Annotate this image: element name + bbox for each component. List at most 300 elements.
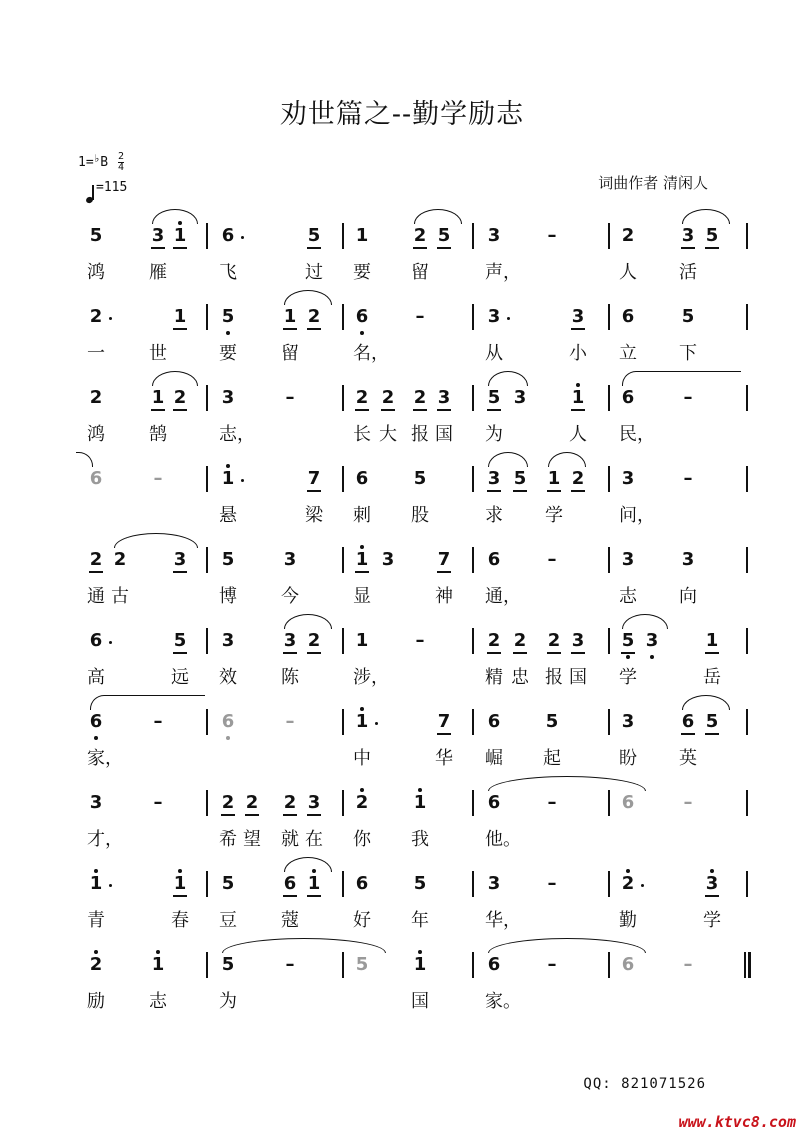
note [484,388,504,408]
lyric: 华， [485,910,521,931]
note-digit: 5 [513,468,527,489]
lyric: 志 [619,586,637,607]
lyric: 豆 [219,910,237,931]
note [352,388,372,408]
note-digit: 1 [89,873,103,894]
lyric: 勤 [619,910,637,931]
lyric: 远 [171,667,189,688]
note-digit: 3 [487,306,501,327]
note [618,469,638,489]
bar-line [608,223,610,249]
note-digit: 5 [705,225,719,246]
note [678,226,698,246]
lyric: 国 [435,424,453,445]
lyric: 古 [111,586,129,607]
note [542,955,562,975]
slur [682,695,730,710]
note-digit: – [683,954,693,975]
tempo-value: =115 [96,180,128,195]
augmentation-dot [507,317,510,320]
note [218,307,238,327]
watermark: www.ktvc8.com [678,1113,796,1131]
octave-low-dot [360,331,364,335]
note-digit: 2 [89,306,103,327]
note [218,550,238,570]
lyric: 大 [379,424,397,445]
note-digit: 5 [487,387,501,408]
lyric: 华 [435,748,453,769]
lyric: 雁 [149,262,167,283]
note-digit: – [547,792,557,813]
note [410,874,430,894]
note-digit: 1 [173,873,187,894]
note [542,550,562,570]
slur [682,209,730,224]
bar-line [746,466,748,492]
bar-line [472,709,474,735]
bar-line [342,385,344,411]
note-digit: 6 [487,549,501,570]
author-credit: 词曲作者 清闲人 [598,174,708,192]
tie [90,695,205,710]
note-digit: 2 [381,387,395,408]
note-digit: 3 [173,549,187,570]
octave-low-dot [94,736,98,740]
bar-line [608,871,610,897]
note [86,793,106,813]
note [218,793,238,813]
note [702,631,722,651]
note [484,307,504,327]
lyric: 才， [87,829,123,850]
note-digit: 6 [621,387,635,408]
note-digit: 2 [89,387,103,408]
note-digit: – [153,792,163,813]
lyric: 岳 [703,667,721,688]
note [410,955,430,975]
octave-high-dot [178,869,182,873]
bar-line [608,709,610,735]
note [86,307,106,327]
note [484,874,504,894]
note [484,226,504,246]
lyric: 刺 [353,505,371,526]
note-digit: 6 [621,792,635,813]
lyric: 今 [281,586,299,607]
bar-line [472,547,474,573]
lyric: 问， [619,505,655,526]
note-digit: 3 [487,468,501,489]
bar-line [342,628,344,654]
slur [414,209,462,224]
note [148,226,168,246]
note [170,388,190,408]
lyric: 声， [485,262,521,283]
bar-line [746,871,748,897]
lyric: 神 [435,586,453,607]
note-digit: 5 [221,954,235,975]
note-digit: 3 [513,387,527,408]
note-digit: 2 [113,549,127,570]
bar-line [206,709,208,735]
note-digit: – [153,711,163,732]
bar-line [746,304,748,330]
note [544,631,564,651]
note [170,631,190,651]
note-digit: 2 [487,630,501,651]
bar-line [608,790,610,816]
lyric: 陈 [281,667,299,688]
slur [114,533,198,548]
bar-line [472,385,474,411]
bar-line [206,952,208,978]
lyric: 鹄 [149,424,167,445]
octave-high-dot [710,869,714,873]
note-digit: 5 [413,873,427,894]
note-digit: 2 [89,954,103,975]
key-prefix: 1= [78,155,94,170]
bar-line [472,952,474,978]
lyric: 博 [219,586,237,607]
lyric: 民， [619,424,655,445]
lyric: 就 [281,829,299,850]
lyric: 崛 [485,748,503,769]
lyric: 春 [171,910,189,931]
slur [488,776,646,791]
bar-line [342,709,344,735]
note-digit: 1 [413,792,427,813]
note-digit: 2 [413,225,427,246]
lyric: 报 [545,667,563,688]
bar-line [342,223,344,249]
bar-line [342,466,344,492]
meter-numerator: 2 [117,151,124,162]
lyric: 过 [305,262,323,283]
slur [284,614,332,629]
note [280,550,300,570]
note-digit: 6 [355,873,369,894]
augmentation-dot [375,722,378,725]
lyric: 蔻 [281,910,299,931]
note [378,388,398,408]
note-digit: 6 [681,711,695,732]
note-digit: 7 [437,711,451,732]
octave-high-dot [418,950,422,954]
note [280,874,300,894]
note [618,550,638,570]
note-digit: 3 [381,549,395,570]
octave-high-dot [94,950,98,954]
note-digit: – [683,387,693,408]
note-digit: 1 [355,549,369,570]
bar-line [342,547,344,573]
lyric: 精 [485,667,503,688]
note-digit: 6 [221,711,235,732]
note [148,469,168,489]
note [484,631,504,651]
note [484,469,504,489]
lyric: 好 [353,910,371,931]
note [618,793,638,813]
octave-high-dot [626,869,630,873]
note-digit: 7 [307,468,321,489]
bar-line [746,628,748,654]
note [352,631,372,651]
lyric: 涉， [353,667,389,688]
slur [548,452,586,467]
lyric: 梁 [305,505,323,526]
lyric: 股 [411,505,429,526]
bar-line [608,385,610,411]
note [304,874,324,894]
note [86,631,106,651]
lyric: 要 [219,343,237,364]
note [484,712,504,732]
note-digit: 3 [621,468,635,489]
note [510,631,530,651]
bar-line [342,790,344,816]
note [434,712,454,732]
note-digit: 2 [571,468,585,489]
note-digit: – [547,873,557,894]
note-digit: 2 [413,387,427,408]
note [642,631,662,651]
note-digit: 5 [413,468,427,489]
note-digit: 5 [681,306,695,327]
note-digit: – [415,630,425,651]
note [304,226,324,246]
note [280,955,300,975]
lyric: 英 [679,748,697,769]
note-digit: 1 [355,225,369,246]
note [304,469,324,489]
note [702,226,722,246]
note [378,550,398,570]
octave-high-dot [418,788,422,792]
slur [488,371,528,386]
bar-line [608,466,610,492]
lyric: 小 [569,343,587,364]
lyric: 要 [353,262,371,283]
note-digit: 3 [307,792,321,813]
note [434,226,454,246]
note-digit: 1 [151,954,165,975]
note-digit: 3 [283,549,297,570]
note [568,388,588,408]
note [410,469,430,489]
lyric: 求 [485,505,503,526]
lyric: 人 [569,424,587,445]
note [280,388,300,408]
note-digit: 2 [173,387,187,408]
flat-icon: ♭ [93,152,101,165]
note [86,874,106,894]
note-digit: 1 [355,630,369,651]
note [678,388,698,408]
note-digit: 2 [621,873,635,894]
lyric: 鸿 [87,424,105,445]
note-digit: 3 [151,225,165,246]
note-digit: 3 [571,630,585,651]
note [170,874,190,894]
lyric: 从 [485,343,503,364]
octave-high-dot [156,950,160,954]
note-digit: – [547,225,557,246]
note-digit: 3 [645,630,659,651]
augmentation-dot [109,317,112,320]
note-digit: 6 [283,873,297,894]
bar-line [472,628,474,654]
note [410,226,430,246]
slur [488,452,528,467]
slur [152,209,198,224]
note [170,226,190,246]
note-digit: 5 [173,630,187,651]
note [702,874,722,894]
note-digit: 6 [355,468,369,489]
augmentation-dot [109,641,112,644]
note [618,712,638,732]
note [544,469,564,489]
note-digit: 3 [487,873,501,894]
note [218,712,238,732]
note [86,388,106,408]
octave-low-dot [626,655,630,659]
octave-high-dot [360,545,364,549]
note-digit: 5 [307,225,321,246]
note [148,388,168,408]
note-digit: 2 [283,792,297,813]
note [86,469,106,489]
note [410,793,430,813]
note [218,631,238,651]
octave-high-dot [360,788,364,792]
bar-line [746,547,748,573]
note [434,388,454,408]
lyric: 希 [219,829,237,850]
note-digit: – [547,549,557,570]
lyric: 为 [219,991,237,1012]
lyric: 学 [619,667,637,688]
note-digit: 2 [89,549,103,570]
lyric: 世 [149,343,167,364]
note [352,874,372,894]
augmentation-dot [241,236,244,239]
note [148,955,168,975]
lyric: 励 [87,991,105,1012]
tie [622,371,741,386]
bar-line [472,790,474,816]
bar-line [206,466,208,492]
slur [284,290,332,305]
note-digit: 2 [513,630,527,651]
note [542,226,562,246]
note [618,226,638,246]
bar-line [472,223,474,249]
octave-high-dot [94,869,98,873]
note [542,874,562,894]
note [568,469,588,489]
bar-line [746,790,748,816]
note [618,307,638,327]
note-digit: 5 [221,549,235,570]
note [434,550,454,570]
key-tonic: B [100,155,109,170]
note-digit: 3 [89,792,103,813]
note [86,226,106,246]
lyric: 报 [411,424,429,445]
note [170,550,190,570]
lyric: 显 [353,586,371,607]
lyric: 留 [411,262,429,283]
bar-line [746,223,748,249]
note [678,793,698,813]
final-bar-thin [744,952,746,978]
note-digit: 6 [89,711,103,732]
note-digit: 3 [705,873,719,894]
note [618,874,638,894]
note-digit: 1 [355,711,369,732]
note-digit: 1 [173,225,187,246]
bar-line [342,304,344,330]
note [352,307,372,327]
note-digit: 6 [355,306,369,327]
lyric: 家。 [485,991,521,1012]
lyric: 起 [543,748,561,769]
bar-line [608,547,610,573]
lyric: 效 [219,667,237,688]
augmentation-dot [641,884,644,887]
note [702,712,722,732]
lyric: 鸿 [87,262,105,283]
lyric: 学 [703,910,721,931]
lyric: 忠 [511,667,529,688]
note-digit: – [547,954,557,975]
note [218,226,238,246]
bar-line [608,628,610,654]
note-digit: – [415,306,425,327]
note-digit: 1 [413,954,427,975]
note-digit: 3 [221,387,235,408]
bar-line [206,304,208,330]
note [218,955,238,975]
note-digit: 5 [437,225,451,246]
note-digit: – [285,387,295,408]
lyric: 飞 [219,262,237,283]
note-digit: 1 [151,387,165,408]
note-digit: 2 [221,792,235,813]
note-digit: 1 [571,387,585,408]
note-digit: 5 [221,873,235,894]
note-digit: 3 [681,549,695,570]
bar-line [206,628,208,654]
bar-line [608,952,610,978]
final-bar-thick [748,952,751,978]
note [678,469,698,489]
note [352,469,372,489]
note-digit: 2 [355,792,369,813]
bar-line [342,871,344,897]
bar-line [608,304,610,330]
note-digit: 3 [681,225,695,246]
octave-high-dot [576,383,580,387]
page-title: 劝世篇之--勤学励志 [279,99,525,130]
lyric: 一 [87,343,105,364]
note-digit: – [683,792,693,813]
note [280,712,300,732]
note-digit: 3 [437,387,451,408]
tie [76,452,93,467]
